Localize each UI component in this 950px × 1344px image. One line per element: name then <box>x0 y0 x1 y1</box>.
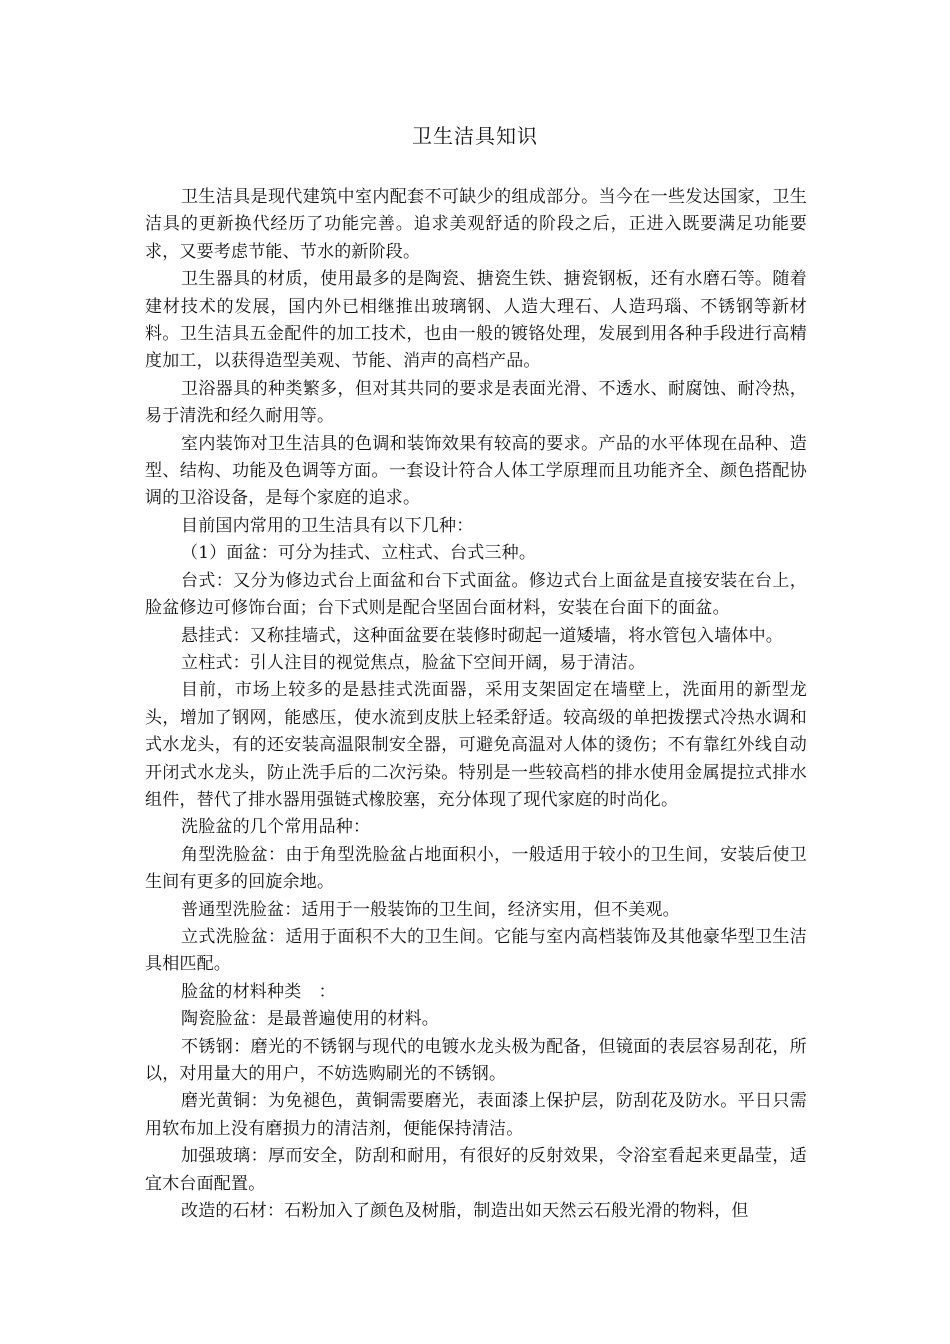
paragraph: 室内装饰对卫生洁具的色调和装饰效果有较高的要求。产品的水平体现在品种、造型、结构、功能及色调等方面。一套设计符合人体工学原理而且功能齐全、颜色搭配协调的卫浴设备，是每个家庭的追求。 <box>145 433 807 509</box>
paragraph: 角型洗脸盆：由于角型洗脸盆占地面积小，一般适用于较小的卫生间，安装后使卫生间有更多的回旋余地。 <box>145 844 807 893</box>
paragraph: 立式洗脸盆：适用于面积不大的卫生间。它能与室内高档装饰及其他豪华型卫生洁具相匹配。 <box>145 926 807 975</box>
paragraph: 陶瓷脸盆：是最普遍使用的材料。 <box>181 1009 439 1030</box>
paragraph: 卫生器具的材质，使用最多的是陶瓷、搪瓷生铁、搪瓷钢板，还有水磨石等。随着建材技术的发展，国内外已相继推出玻璃钢、人造大理石、人造玛瑙、不锈钢等新材料。卫生洁具五金配件的加工技术，也由一般的镀铬处理，发展到用各种手段进行高精度加工，以获得造型美观、节能、消声的高档产品。 <box>145 269 807 372</box>
paragraph: 磨光黄铜：为免褪色，黄铜需要磨光，表面漆上保护层，防刮花及防水。平日只需用软布加上没有磨损力的清洁剂，便能保持清洁。 <box>145 1091 807 1139</box>
paragraph: 洗脸盆的几个常用品种： <box>181 817 371 838</box>
paragraph: 加强玻璃：厚而安全，防刮和耐用，有很好的反射效果，令浴室看起来更晶莹，适宜木台面配置。 <box>145 1146 807 1194</box>
paragraph: 台式：又分为修边式台上面盆和台下式面盆。修边式台上面盆是直接安装在台上，脸盆修边可修饰台面；台下式则是配合坚固台面材料，安装在台面下的面盆。 <box>145 570 807 619</box>
paragraph: 不锈钢：磨光的不锈钢与现代的电镀水龙头极为配备，但镜面的表层容易刮花，所以，对用量大的用户，不妨选购刷光的不锈钢。 <box>145 1036 807 1084</box>
paragraph: 普通型洗脸盆：适用于一般装饰的卫生间，经济实用，但不美观。 <box>181 899 680 920</box>
document-body <box>145 184 807 1225</box>
document-title: 卫生洁具知识 <box>412 124 538 148</box>
paragraph: 悬挂式：又称挂墙式，这种面盆要在装修时砌起一道矮墙，将水管包入墙体中。 <box>181 625 783 646</box>
paragraph: 目前，市场上较多的是悬挂式洗面器，采用支架固定在墙壁上，洗面用的新型龙头，增加了钢网，能感压，使水流到皮肤上轻柔舒适。较高级的单把拨摆式冷热水调和式水龙头，有的还安装高温限制安全器，可避免高温对人体的烫伤；不有靠红外线自动开闭式水龙头，防止洗手后的二次污染。特别是一些较高档的排水使用金属提拉式排水组件，替代了排水器用强链式橡胶塞，充分体现了现代家庭的时尚化。 <box>145 680 807 810</box>
paragraph: 卫生洁具是现代建筑中室内配套不可缺少的组成部分。当今在一些发达国家，卫生洁具的更新换代经历了功能完善。追求美观舒适的阶段之后，正进入既要满足功能要求，又要考虑节能、节水的新阶段。 <box>145 187 807 262</box>
paragraph: 脸盆的材料种类 ： <box>181 981 336 1002</box>
paragraph: 改造的石材：石粉加入了颜色及树脂，制造出如天然云石般光滑的物料，但 <box>181 1201 749 1222</box>
paragraph: 卫浴器具的种类繁多，但对其共同的要求是表面光滑、不透水、耐腐蚀、耐冷热，易于清洗和经久耐用等。 <box>145 378 807 427</box>
paragraph: 目前国内常用的卫生洁具有以下几种： <box>181 515 474 536</box>
paragraph: （1）面盆：可分为挂式、立柱式、台式三种。 <box>181 543 537 564</box>
paragraph: 立柱式：引人注目的视觉焦点，脸盆下空间开阔，易于清洁。 <box>181 652 646 673</box>
